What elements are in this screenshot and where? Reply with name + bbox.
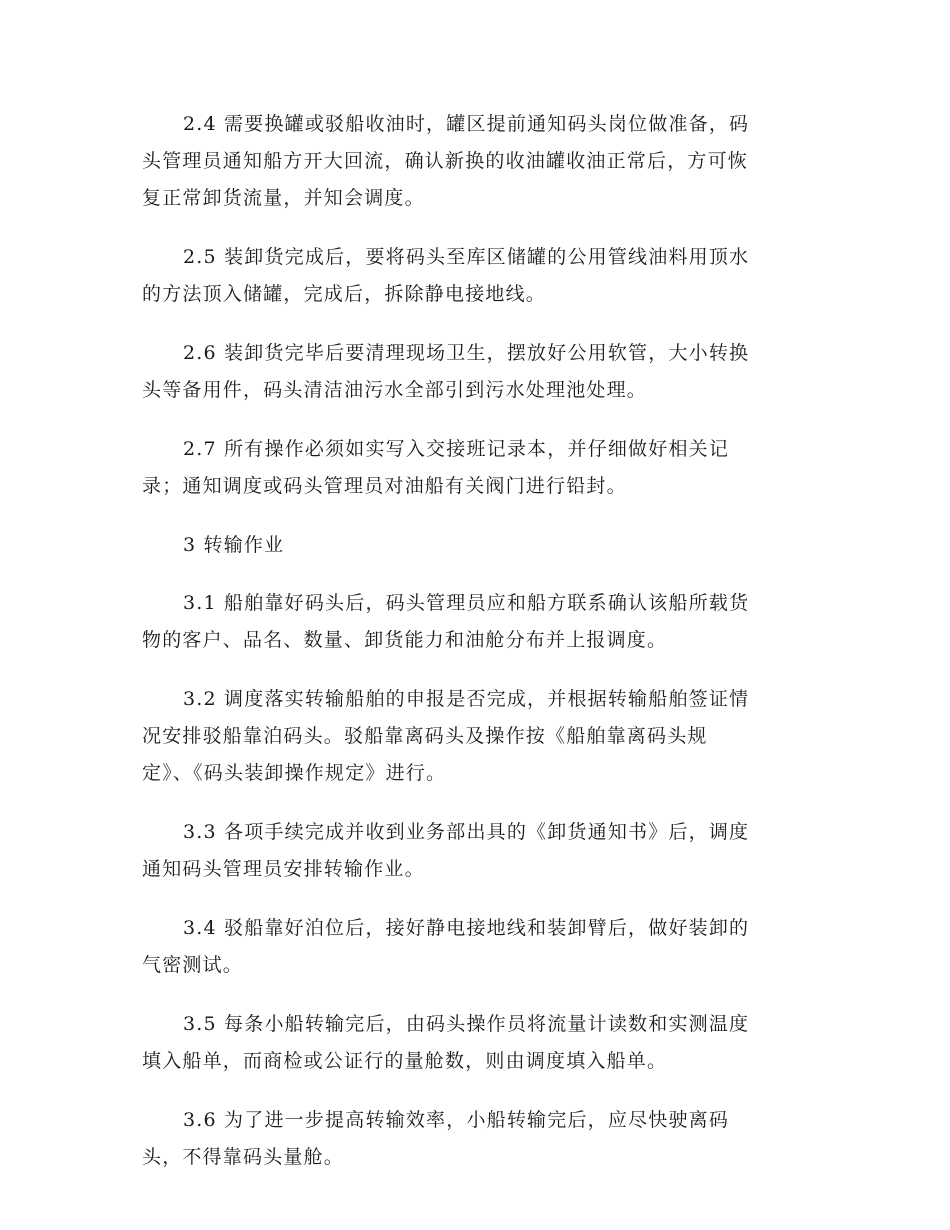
paragraph-line: 2.7 所有操作必须如实写入交接班记录本，并仔细做好相关记: [183, 438, 730, 460]
paragraph-3-1: [142, 585, 808, 659]
paragraph-line: 复正常卸货流量，并知会调度。: [142, 187, 425, 209]
paragraph-line: 2.6 装卸货完毕后要清理现场卫生，摆放好公用软管，大小转换: [183, 342, 750, 364]
paragraph-line: 3.2 调度落实转输船舶的申报是否完成，并根据转输船舶签证情: [183, 688, 750, 710]
section-heading-3: [142, 527, 808, 564]
paragraph-line: 2.4 需要换罐或驳船收油时，罐区提前通知码头岗位做准备，码: [183, 113, 750, 135]
paragraph-line: 3.1 船舶靠好码头后，码头管理员应和船方联系确认该船所载货: [183, 592, 750, 614]
paragraph-line: 况安排驳船靠泊码头。驳船靠离码头及操作按《船舶靠离码头规: [142, 725, 708, 747]
paragraph-2-6: [142, 335, 808, 409]
paragraph-line: 通知码头管理员安排转输作业。: [142, 858, 425, 880]
paragraph-line: 3.4 驳船靠好泊位后，接好静电接地线和装卸臂后，做好装卸的: [183, 917, 750, 939]
paragraph-line: 录；通知调度或码头管理员对油船有关阀门进行铅封。: [142, 475, 627, 497]
paragraph-line: 填入船单，而商检或公证行的量舱数，则由调度填入船单。: [142, 1050, 668, 1072]
paragraph-line: 的方法顶入储罐，完成后，拆除静电接地线。: [142, 283, 547, 305]
paragraph-line: 头，不得靠码头量舱。: [142, 1146, 345, 1168]
paragraph-3-2: [142, 681, 808, 792]
document-body: [142, 106, 808, 1198]
paragraph-2-7: [142, 431, 808, 505]
paragraph-3-4: [142, 910, 808, 984]
paragraph-line: 物的客户、品名、数量、卸货能力和油舱分布并上报调度。: [142, 629, 668, 651]
paragraph-line: 3.3 各项手续完成并收到业务部出具的《卸货通知书》后，调度: [183, 821, 750, 843]
section-heading-text: 3 转输作业: [183, 534, 285, 556]
paragraph-2-4: [142, 106, 808, 217]
paragraph-2-5: [142, 239, 808, 313]
paragraph-line: 气密测试。: [142, 954, 244, 976]
paragraph-line: 3.5 每条小船转输完后，由码头操作员将流量计读数和实测温度: [183, 1013, 750, 1035]
paragraph-line: 定》、《码头装卸操作规定》进行。: [142, 762, 447, 784]
paragraph-3-3: [142, 814, 808, 888]
paragraph-line: 2.5 装卸货完成后，要将码头至库区储罐的公用管线油料用顶水: [183, 246, 750, 268]
paragraph-line: 头管理员通知船方开大回流，确认新换的收油罐收油正常后，方可恢: [142, 150, 749, 172]
paragraph-3-6: [142, 1102, 808, 1176]
paragraph-line: 3.6 为了进一步提高转输效率，小船转输完后，应尽快驶离码: [183, 1109, 730, 1131]
paragraph-line: 头等备用件，码头清洁油污水全部引到污水处理池处理。: [142, 379, 648, 401]
paragraph-3-5: [142, 1006, 808, 1080]
